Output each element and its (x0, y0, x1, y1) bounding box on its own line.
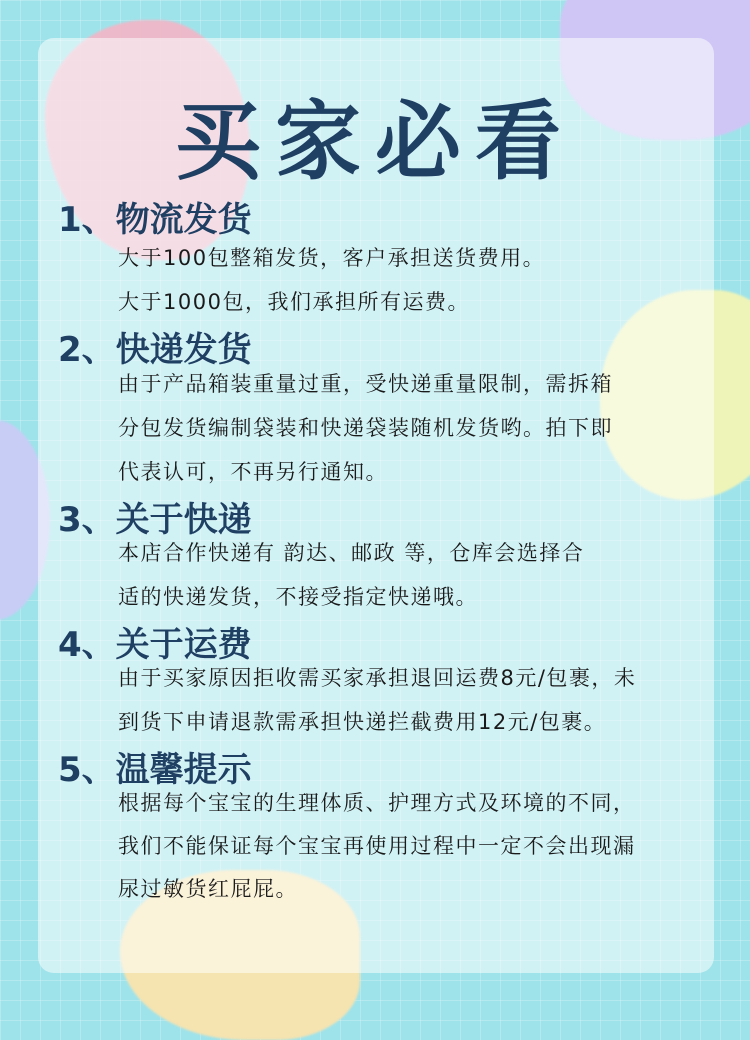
section-heading: 1、物流发货 (58, 200, 252, 240)
section-text-line: 尿过敏货红屁屁。 (118, 877, 298, 901)
section-heading: 5、温馨提示 (58, 750, 252, 790)
page-title: 买家必看 (175, 92, 575, 192)
section-text-line: 根据每个宝宝的生理体质、护理方式及环境的不同， (118, 791, 636, 815)
section-text-line: 分包发货编制袋装和快递袋装随机发货哟。拍下即 (118, 416, 613, 440)
section-text-line: 代表认可，不再另行通知。 (118, 460, 388, 484)
section-heading: 3、关于快递 (58, 500, 252, 540)
section-text-line: 适的快递发货，不接受指定快递哦。 (118, 585, 478, 609)
section-text-line: 大于100包整箱发货，客户承担送货费用。 (118, 246, 546, 270)
section-text-line: 大于1000包，我们承担所有运费。 (118, 290, 470, 314)
section-text-line: 由于买家原因拒收需买家承担退回运费8元/包裹，未 (118, 666, 637, 690)
section-heading: 2、快递发货 (58, 330, 252, 370)
section-text-line: 本店合作快递有 韵达、邮政 等，仓库会选择合 (118, 541, 585, 565)
section-text-line: 我们不能保证每个宝宝再使用过程中一定不会出现漏 (118, 834, 636, 858)
section-heading: 4、关于运费 (58, 625, 252, 665)
section-text-line: 由于产品箱装重量过重，受快递重量限制，需拆箱 (118, 372, 613, 396)
section-text-line: 到货下申请退款需承担快递拦截费用12元/包裹。 (118, 710, 607, 734)
